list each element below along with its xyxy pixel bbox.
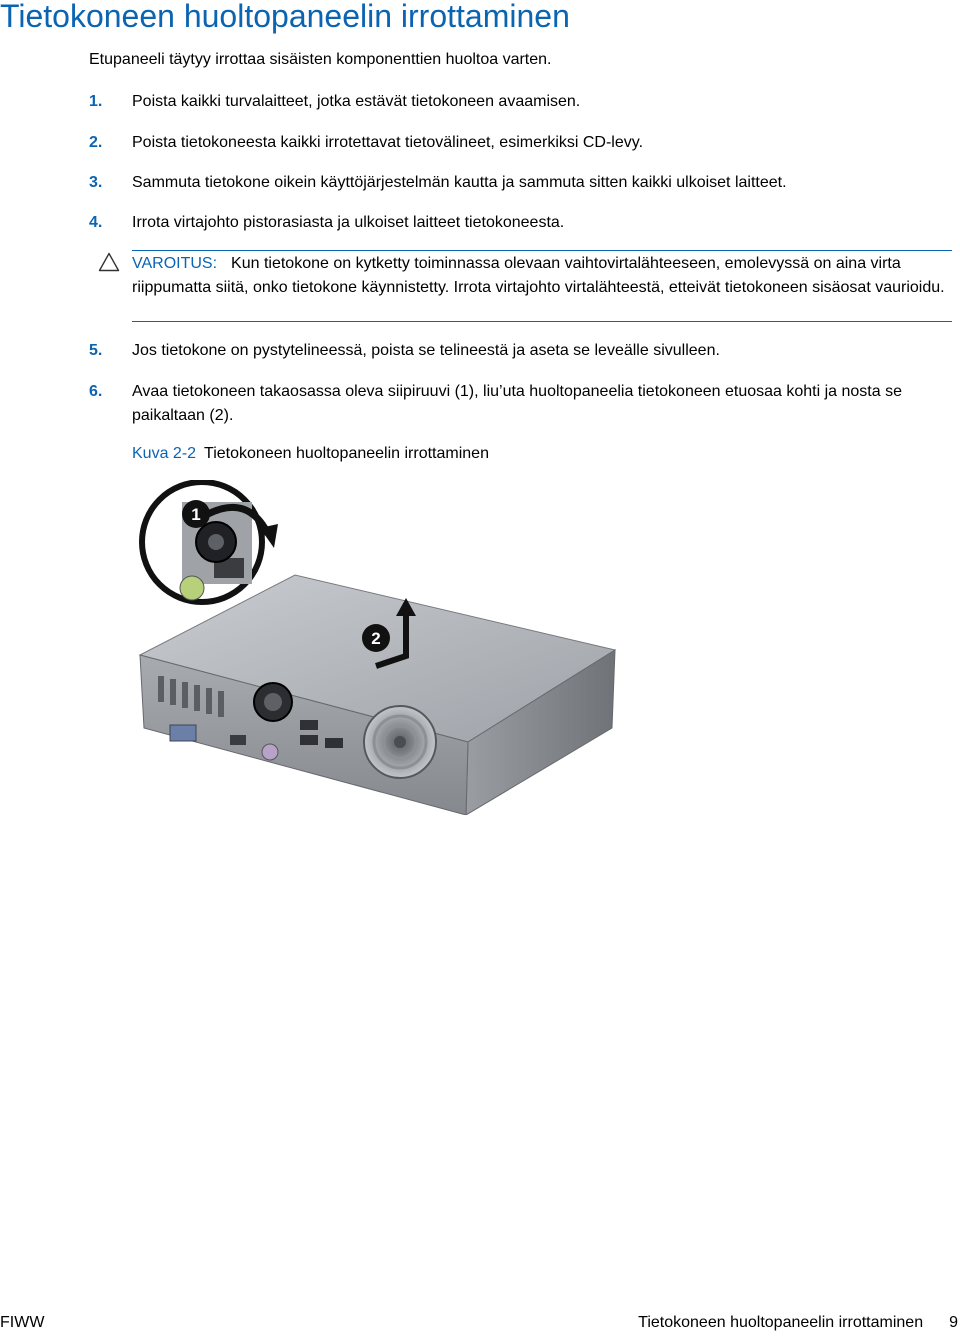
step-text: Sammuta tietokone oikein käyttöjärjestelmän kautta ja sammuta sitten kaikki ulkoiset laitteet. [132,174,787,191]
figure-caption-text: Tietokoneen huoltopaneelin irrottaminen [204,445,489,462]
footer-left: FIWW [0,1314,45,1331]
caution-triangle-icon [98,252,120,272]
page-number: 9 [949,1314,958,1331]
step-number: 2. [89,134,103,151]
warning-box [132,252,954,300]
step-number: 1. [89,93,103,110]
list-item [89,131,955,155]
step-number: 5. [89,342,103,359]
step-text: Poista kaikki turvalaitteet, jotka estävät tietokoneen avaamisen. [132,93,581,110]
footer-section-title: Tietokoneen huoltopaneelin irrottaminen [638,1314,924,1331]
list-item [89,211,955,235]
list-item [89,380,955,428]
step-number: 4. [89,214,103,231]
warning-label: VAROITUS: [132,255,218,272]
figure-label: Kuva 2-2 [132,445,197,462]
page-footer [0,1311,958,1335]
step-number: 3. [89,174,103,191]
warning-text: Kun tietokone on kytketty toiminnassa olevaan vaihtovirtalähteeseen, emolevyssä on aina virta riippumatta siitä, onko tietokone käynnistetty. Irrota virtajohto virtalähteestä, etteivät tietokoneen sisäosat vaurioidu. [132,255,945,296]
figure-caption [132,442,489,466]
list-item [89,90,955,114]
step-number: 6. [89,383,103,400]
step-text: Poista tietokoneesta kaikki irrotettavat tietovälineet, esimerkiksi CD-levy. [132,134,644,151]
page-title: Tietokoneen huoltopaneelin irrottaminen [0,0,570,34]
footer-right [638,1311,958,1335]
warning-bottom-rule [132,321,952,322]
step-text: Avaa tietokoneen takaosassa oleva siipiruuvi (1), liu’uta huoltopaneelia tietokoneen etuosaa kohti ja nosta se paikaltaan (2). [132,383,902,424]
warning-top-rule [132,250,952,251]
callout-1: 1 [191,505,201,524]
intro-paragraph: Etupaneeli täytyy irrottaa sisäisten komponenttien huoltoa varten. [89,51,552,68]
callout-2: 2 [371,629,381,648]
step-text: Irrota virtajohto pistorasiasta ja ulkoiset laitteet tietokoneesta. [132,214,565,231]
computer-illustration [130,480,625,815]
step-text: Jos tietokone on pystytelineessä, poista se telineestä ja aseta se leveälle sivulleen. [132,342,720,359]
list-item [89,171,955,195]
list-item [89,339,955,363]
